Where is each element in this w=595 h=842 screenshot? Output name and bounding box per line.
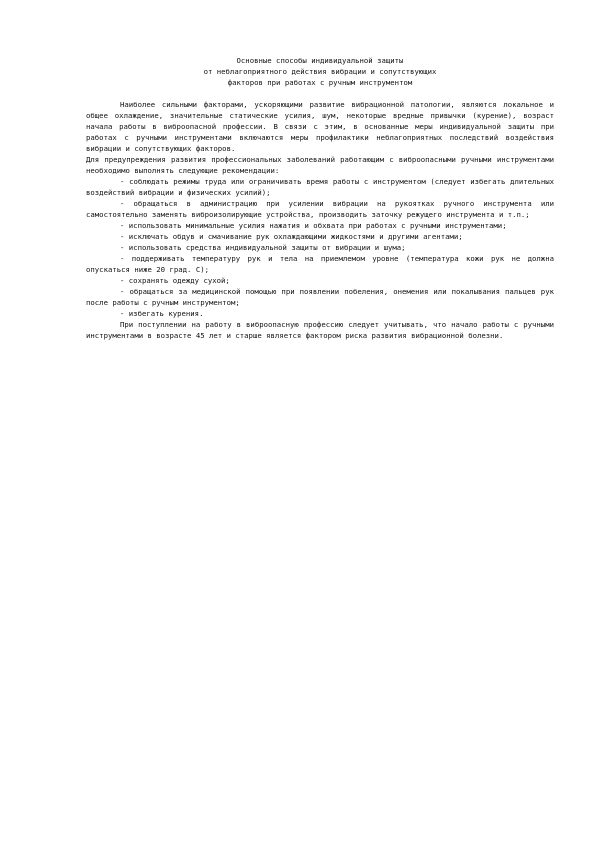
recommendation-7: - сохранять одежду сухой;: [120, 276, 230, 285]
closing-paragraph: При поступлении на работу в виброопасную профессию следует учитывать, что начало работы с ручными инструментами в возрасте 45 лет и старше является фактором риска развития вибрационной болезни.: [86, 320, 554, 340]
recommendation-4: - исключать обдув и смачивание рук охлаждающими жидкостями и другими агентами;: [120, 232, 463, 241]
title-line-2: от неблагоприятного действия вибрации и сопутствующих: [203, 67, 437, 76]
document-title: [86, 55, 554, 88]
recommendation-1: - соблюдать режимы труда или ограничивать время работы с инструментом (следует избегать длительных воздействий вибрации и физических усилий);: [86, 177, 554, 197]
recommendation-8: - обращаться за медицинской помощью при появлении побеления, онемения или покалывания пальцев рук после работы с ручным инструментом;: [86, 287, 554, 307]
document-body: [86, 55, 554, 341]
recommendation-6: - поддерживать температуру рук и тела на приемлемом уровне (температура кожи рук не должна опускаться ниже 20 град. С);: [86, 254, 554, 274]
intro-paragraph: Наиболее сильными факторами, ускоряющими развитие вибрационной патологии, являются локальное и общее охлаждение, значительные статические усилия, шум, некоторые вредные привычки (курение), возраст начала работы в виброопасной профессии. В связи с этим, в основанные меры индивидуальной защиты при работах с ручными инструментами включаются меры профилактики неблагоприятных последствий воздействия вибрации и сопутствующих факторов.: [86, 100, 554, 153]
lead-paragraph: Для предупреждения развития профессиональных заболеваний работающим с виброопасными ручными инструментами необходимо выполнять следующие рекомендации:: [86, 155, 554, 175]
recommendation-2: - обращаться в администрацию при усилении вибрации на рукоятках ручного инструмента или самостоятельно заменять виброизолирующие устройства, производить заточку режущего инструмента и т.п.;: [86, 199, 554, 219]
recommendation-5: - использовать средства индивидуальной защиты от вибрации и шума;: [120, 243, 406, 252]
title-line-3: факторов при работах с ручным инструментом: [227, 78, 413, 87]
recommendation-9: - избегать курения.: [120, 309, 204, 318]
title-line-1: Основные способы индивидуальной защиты: [236, 56, 404, 65]
recommendation-3: - использовать минимальные усилия нажатия и обхвата при работах с ручными инструментами;: [120, 221, 507, 230]
